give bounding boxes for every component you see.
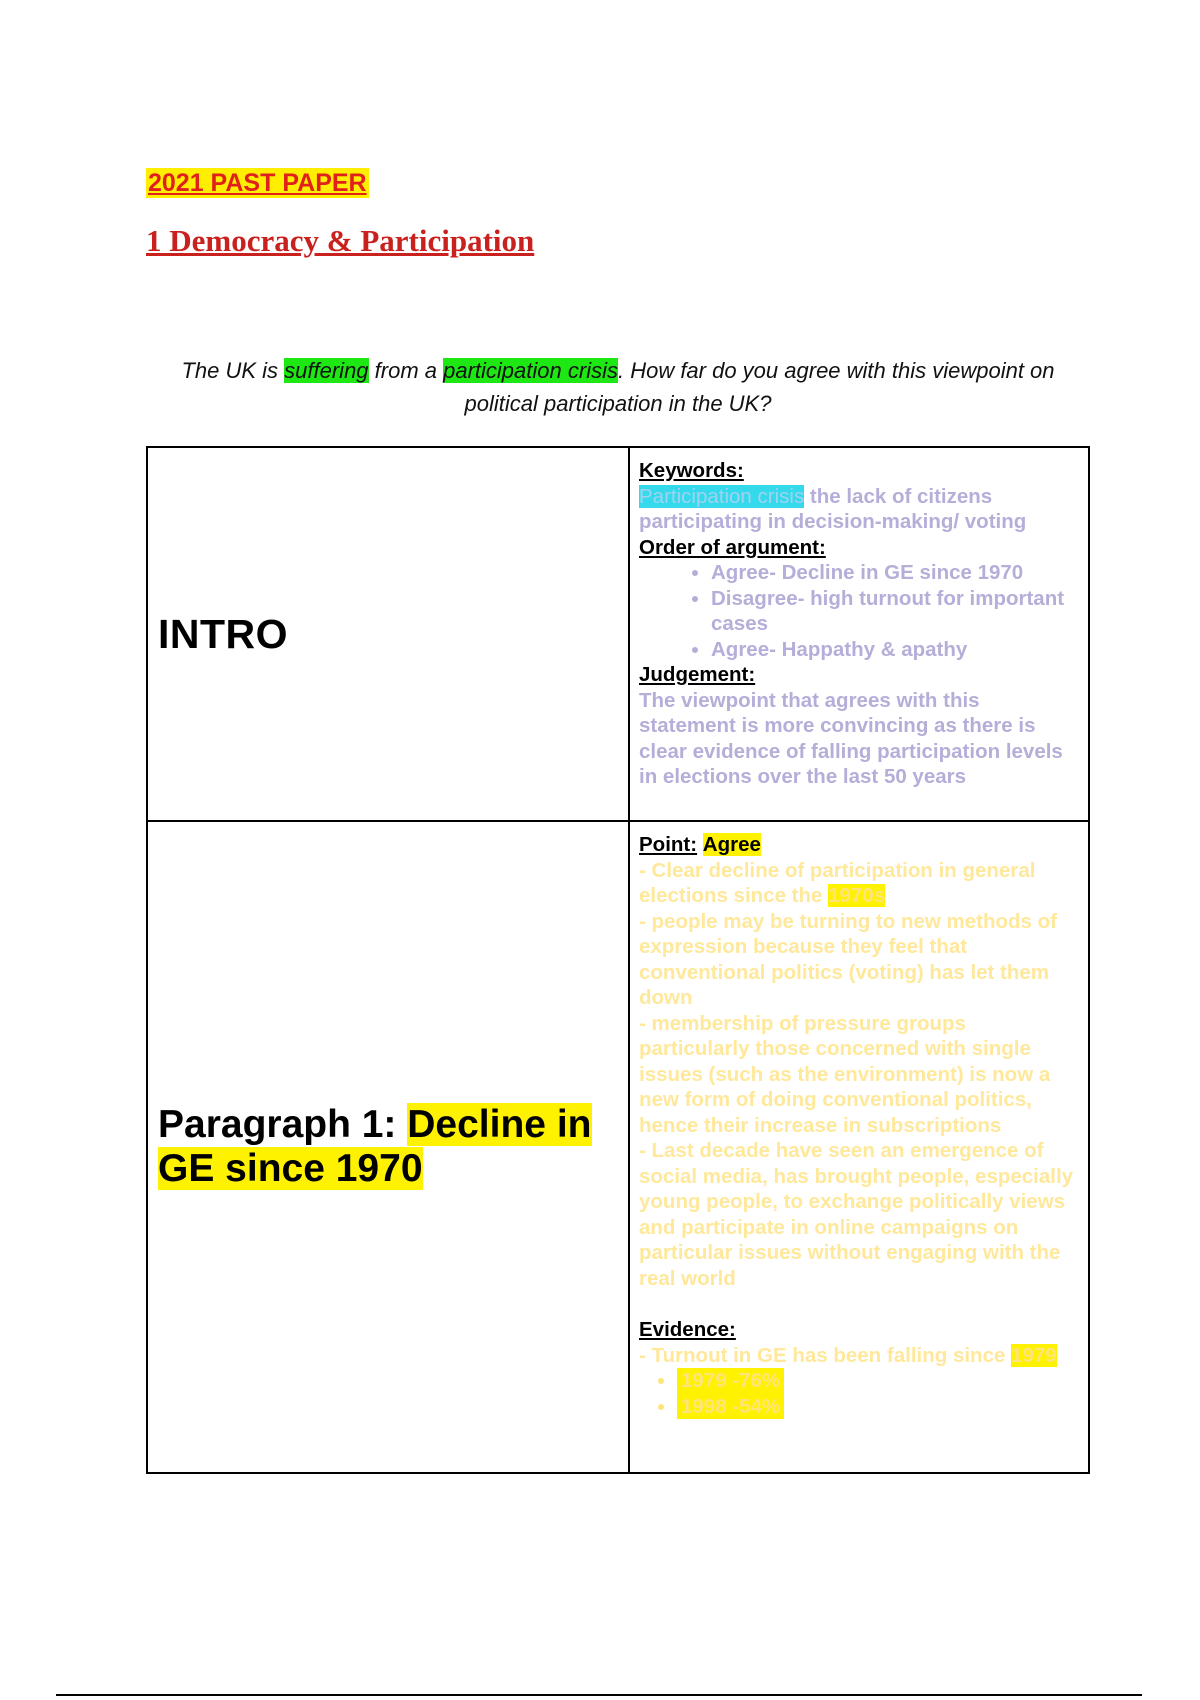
paragraph-1-row bbox=[147, 821, 1089, 1473]
judgement-heading: Judgement: bbox=[639, 663, 756, 686]
evidence-list bbox=[639, 1368, 1080, 1419]
argument-item: • Disagree- high turnout for important cases bbox=[711, 586, 1080, 637]
paragraph-1-notes-cell bbox=[629, 821, 1089, 1473]
keywords-heading: Keywords: bbox=[639, 459, 744, 482]
page-bottom-rule bbox=[56, 1694, 1142, 1696]
paragraph-1-label bbox=[158, 1103, 628, 1191]
intro-notes-cell bbox=[629, 447, 1089, 821]
keyword-entry bbox=[639, 484, 1080, 535]
section-heading: 1 Democracy & Participation bbox=[146, 223, 535, 258]
evidence-year: 1979 bbox=[1011, 1343, 1057, 1367]
point-line-1 bbox=[639, 858, 1080, 909]
paragraph-1-label-highlight-a: Decline in bbox=[407, 1103, 592, 1146]
question-highlight-suffering: suffering bbox=[284, 358, 369, 383]
paragraph-1-label-cell bbox=[147, 821, 629, 1473]
paragraph-1-label-highlight-b: GE since 1970 bbox=[158, 1147, 423, 1190]
question-text-1: The UK is bbox=[181, 358, 285, 383]
evidence-item bbox=[677, 1394, 1080, 1420]
judgement-text: The viewpoint that agrees with this statement is more convincing as there is clear evidence of falling participation levels in elections over the last 50 years bbox=[639, 688, 1063, 788]
intro-row bbox=[147, 447, 1089, 821]
point-line-3: - membership of pressure groups particularly those concerned with single issues (such as the environment) is now a new form of doing conventional politics, hence their increase in subscriptions bbox=[639, 1011, 1051, 1137]
argument-list bbox=[639, 560, 1080, 662]
question-text-3: . How far do you agree with this viewpoint on political participation in the UK? bbox=[464, 358, 1055, 416]
evidence-item bbox=[677, 1368, 1080, 1394]
point-value: Agree bbox=[702, 833, 761, 856]
paper-title: 2021 PAST PAPER bbox=[148, 169, 367, 197]
paragraph-1-label-prefix: Paragraph 1: bbox=[158, 1103, 408, 1146]
point-line-1-year: 1970s bbox=[828, 884, 886, 907]
question-highlight-participation-crisis: participation crisis bbox=[443, 358, 618, 383]
essay-question bbox=[146, 354, 1090, 420]
point-line-1-text: - Clear decline of participation in general elections since the bbox=[639, 858, 1036, 907]
order-of-argument-heading: Order of argument: bbox=[639, 535, 826, 559]
point-heading: Point: bbox=[639, 833, 698, 856]
question-text-2: from a bbox=[368, 358, 444, 383]
evidence-line-1-text: - Turnout in GE has been falling since bbox=[639, 1343, 1012, 1367]
argument-item: • Agree- Happathy & apathy bbox=[711, 637, 1080, 663]
intro-label: INTRO bbox=[158, 611, 289, 657]
keyword-definition: the lack of citizens participating in decision-making/ voting bbox=[639, 484, 1027, 533]
evidence-line-1 bbox=[639, 1343, 1080, 1369]
spacer bbox=[639, 1291, 1080, 1317]
essay-plan-table bbox=[146, 446, 1090, 1474]
point-line-2: - people may be turning to new methods of expression because they feel that conventional politics (voting) has let them down bbox=[639, 909, 1057, 1009]
point-line-4: - Last decade have seen an emergence of social media, has brought people, especially young people, to exchange politically views and participate in online campaigns on particular issues without engaging with the real world bbox=[639, 1139, 1074, 1290]
evidence-item-text: 1979 -76% bbox=[677, 1368, 784, 1394]
evidence-heading: Evidence: bbox=[639, 1318, 736, 1341]
point-line bbox=[639, 832, 1080, 858]
keyword-term: Participation crisis bbox=[639, 484, 805, 508]
evidence-item-text: 1998 -54% bbox=[677, 1394, 784, 1420]
argument-item: • Agree- Decline in GE since 1970 bbox=[711, 560, 1080, 586]
intro-label-cell bbox=[147, 447, 629, 821]
